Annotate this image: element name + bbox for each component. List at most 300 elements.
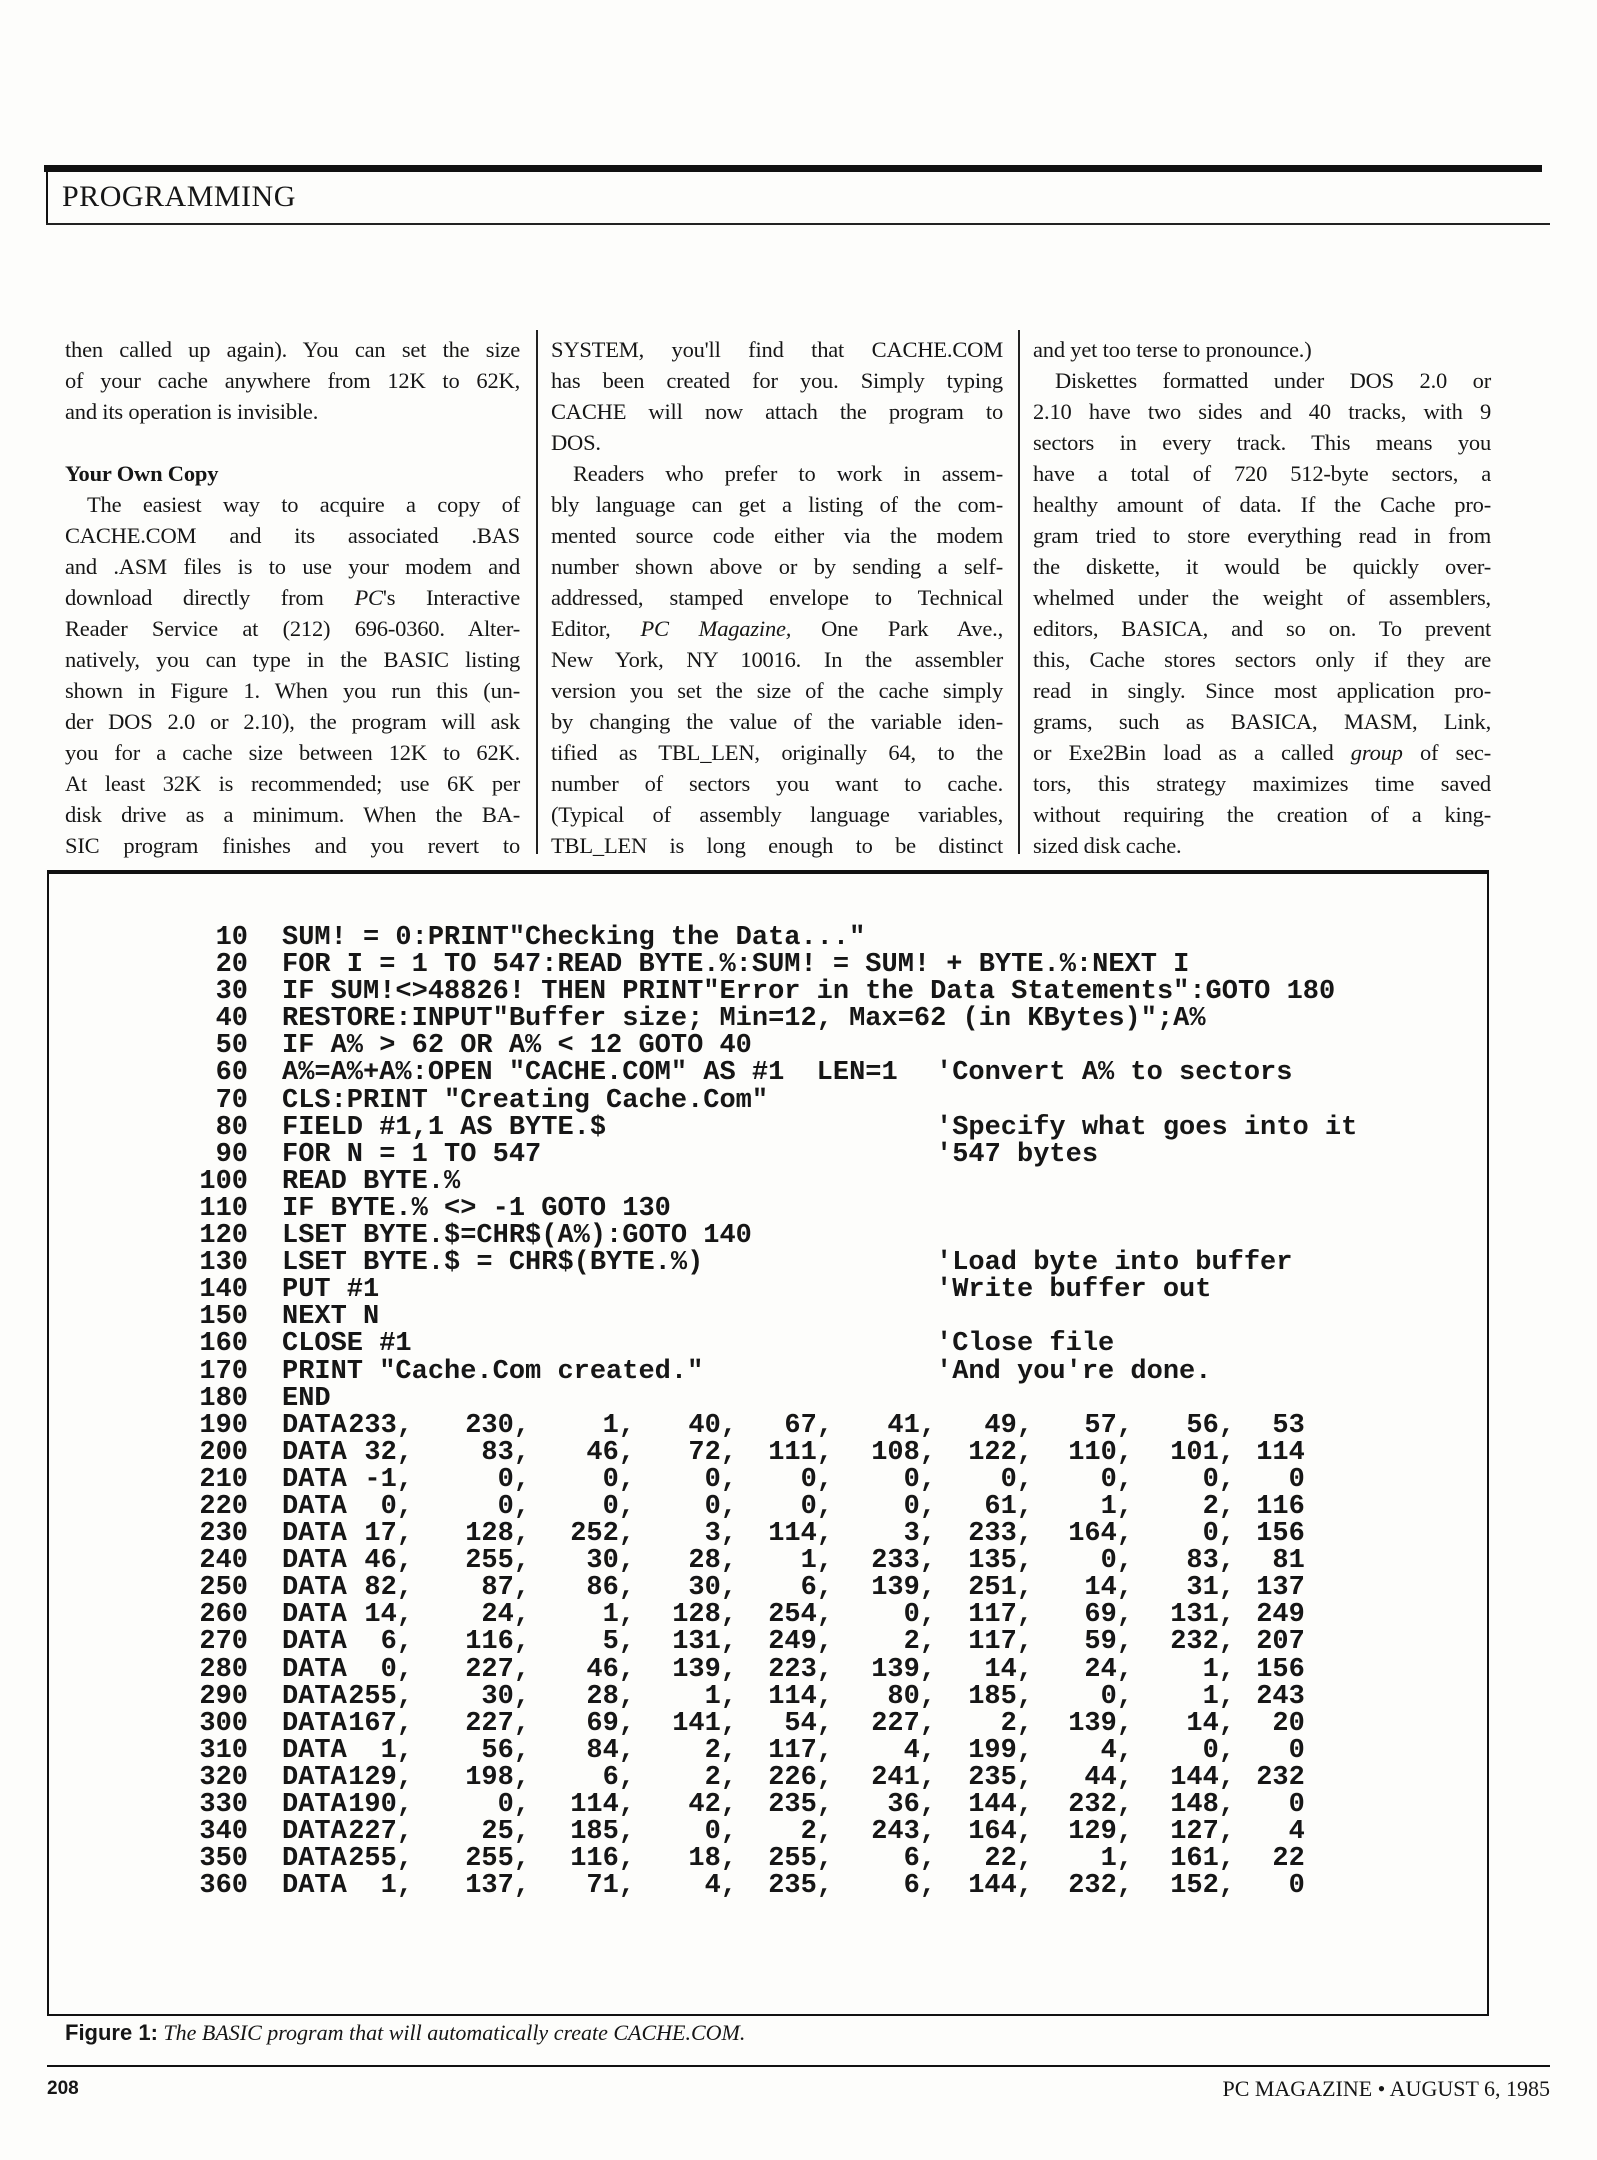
data-value: 17, bbox=[364, 1519, 413, 1550]
data-value: 6, bbox=[903, 1871, 936, 1902]
data-value: 56, bbox=[481, 1735, 530, 1766]
data-value: 61, bbox=[984, 1491, 1033, 1522]
data-value: 56, bbox=[1186, 1410, 1235, 1441]
code-line bbox=[0, 1006, 1597, 1033]
line-number: 230 bbox=[199, 1519, 248, 1550]
data-value: 114, bbox=[768, 1681, 833, 1712]
data-value: 255, bbox=[348, 1844, 413, 1875]
text-line: Diskettes formatted under DOS 2.0 or bbox=[1055, 368, 1491, 393]
data-keyword: DATA bbox=[282, 1546, 347, 1577]
code-statement: A%=A%+A%:OPEN "CACHE.COM" AS #1 LEN=1 bbox=[282, 1058, 898, 1089]
text-line: mented source code either via the modem bbox=[551, 523, 1003, 548]
data-keyword: DATA bbox=[282, 1519, 347, 1550]
data-value: 0, bbox=[800, 1491, 833, 1522]
data-value: 0, bbox=[1100, 1681, 1133, 1712]
data-value: 144, bbox=[968, 1790, 1033, 1820]
data-value: 235, bbox=[968, 1762, 1033, 1793]
data-value: 6, bbox=[800, 1573, 833, 1604]
data-value: 139, bbox=[871, 1654, 936, 1685]
code-comment: 'Specify what goes into it bbox=[936, 1112, 1358, 1143]
data-value: 251, bbox=[968, 1573, 1033, 1604]
text-line: and its operation is invisible. bbox=[65, 399, 319, 424]
data-keyword: DATA bbox=[282, 1871, 347, 1902]
code-line bbox=[0, 1193, 1597, 1224]
data-keyword: DATA bbox=[282, 1410, 347, 1441]
code-comment: 'Write buffer out bbox=[936, 1275, 1212, 1306]
data-value: 156 bbox=[1256, 1519, 1321, 1550]
line-number: 140 bbox=[199, 1275, 248, 1306]
text-line: read in singly. Since most application pro- bbox=[1033, 678, 1491, 703]
text-line: shown in Figure 1. When you run this (un- bbox=[65, 678, 520, 703]
data-value: 22, bbox=[984, 1844, 1033, 1875]
data-value: 14, bbox=[364, 1600, 413, 1631]
code-line bbox=[0, 1223, 1597, 1250]
code-statement: CLS:PRINT "Creating Cache.Com" bbox=[282, 1085, 769, 1116]
code-line bbox=[0, 1277, 1597, 1304]
line-number: 80 bbox=[215, 1112, 248, 1143]
data-value: 232, bbox=[1068, 1790, 1133, 1820]
data-value: 252, bbox=[570, 1519, 635, 1550]
text-segment: One Park Ave., bbox=[791, 616, 1003, 641]
article-column-3 bbox=[1033, 334, 1491, 861]
data-keyword: DATA bbox=[282, 1790, 347, 1820]
article-column-2 bbox=[551, 334, 1003, 861]
code-statement: READ BYTE.% bbox=[282, 1166, 461, 1197]
data-line bbox=[0, 1521, 1597, 1548]
data-value: 108, bbox=[871, 1437, 936, 1468]
line-number: 300 bbox=[199, 1708, 248, 1739]
text-line: Readers who prefer to work in assem- bbox=[573, 461, 1003, 486]
data-keyword: DATA bbox=[282, 1844, 347, 1875]
data-value: 144, bbox=[968, 1871, 1033, 1902]
code-comment: 'Close file bbox=[936, 1329, 1115, 1360]
data-value: 30, bbox=[481, 1681, 530, 1712]
line-number: 290 bbox=[199, 1681, 248, 1712]
data-line bbox=[0, 1735, 1597, 1766]
line-number: 50 bbox=[215, 1031, 248, 1062]
text-line: number of sectors you want to cache. bbox=[551, 771, 1003, 796]
data-value: 14, bbox=[1186, 1708, 1235, 1739]
data-keyword: DATA bbox=[282, 1437, 347, 1468]
data-value: 114, bbox=[768, 1519, 833, 1550]
data-value: 198, bbox=[465, 1762, 530, 1793]
line-number: 210 bbox=[199, 1464, 248, 1495]
page-number: 208 bbox=[47, 2078, 79, 2099]
code-statement: SUM! = 0:PRINT"Checking the Data..." bbox=[282, 923, 866, 953]
data-value: 243, bbox=[871, 1817, 936, 1848]
line-number: 350 bbox=[199, 1844, 248, 1875]
text-line: Reader Service at (212) 696-0360. Alter- bbox=[65, 616, 520, 641]
data-value: 83, bbox=[1186, 1546, 1235, 1577]
line-number: 260 bbox=[199, 1600, 248, 1631]
text-segment: or Exe2Bin load as a called bbox=[1033, 740, 1351, 765]
data-value: 81 bbox=[1272, 1546, 1321, 1577]
line-number: 180 bbox=[199, 1383, 248, 1414]
data-value: 114 bbox=[1256, 1437, 1321, 1468]
code-statement: LSET BYTE.$ = CHR$(BYTE.%) bbox=[282, 1248, 704, 1279]
text-line: version you set the size of the cache simply bbox=[551, 678, 1003, 703]
data-value: 4, bbox=[1100, 1735, 1133, 1766]
data-value: 185, bbox=[968, 1681, 1033, 1712]
data-value: 86, bbox=[586, 1573, 635, 1604]
data-value: 226, bbox=[768, 1762, 833, 1793]
data-value: 2, bbox=[1000, 1708, 1033, 1739]
data-value: 46, bbox=[364, 1546, 413, 1577]
code-statement: CLOSE #1 bbox=[282, 1329, 412, 1360]
code-statement: FIELD #1,1 AS BYTE.$ bbox=[282, 1112, 607, 1143]
data-value: 30, bbox=[688, 1573, 737, 1604]
code-statement: LSET BYTE.$=CHR$(A%):GOTO 140 bbox=[282, 1221, 752, 1252]
data-value: 31, bbox=[1186, 1573, 1235, 1604]
text-line: healthy amount of data. If the Cache pro- bbox=[1033, 492, 1491, 517]
data-keyword: DATA bbox=[282, 1464, 347, 1495]
data-keyword: DATA bbox=[282, 1491, 347, 1522]
line-number: 360 bbox=[199, 1871, 248, 1902]
subheading: Your Own Copy bbox=[65, 461, 219, 486]
data-keyword: DATA bbox=[282, 1762, 347, 1793]
data-value: 129, bbox=[1068, 1817, 1133, 1848]
data-value: 0, bbox=[1100, 1464, 1133, 1495]
text-line bbox=[65, 427, 520, 458]
data-value: 2, bbox=[704, 1735, 737, 1766]
text-segment: of sec- bbox=[1402, 740, 1491, 765]
line-number: 10 bbox=[215, 923, 248, 953]
data-value: 101, bbox=[1170, 1437, 1235, 1468]
data-value: 254, bbox=[768, 1600, 833, 1631]
line-number: 170 bbox=[199, 1356, 248, 1387]
text-line: bly language can get a listing of the com- bbox=[551, 492, 1003, 517]
text-line: then called up again). You can set the size bbox=[65, 337, 520, 362]
text-line: number shown above or by sending a self- bbox=[551, 554, 1003, 579]
data-value: 6, bbox=[903, 1844, 936, 1875]
text-line: sectors in every track. This means you bbox=[1033, 430, 1491, 455]
data-value: 84, bbox=[586, 1735, 635, 1766]
data-value: 44, bbox=[1084, 1762, 1133, 1793]
data-value: 59, bbox=[1084, 1627, 1133, 1658]
italic-text: PC bbox=[354, 585, 383, 610]
data-value: 6, bbox=[380, 1627, 413, 1658]
data-value: 2, bbox=[1202, 1491, 1235, 1522]
data-value: 144, bbox=[1170, 1762, 1235, 1793]
data-value: 1, bbox=[1202, 1654, 1235, 1685]
data-value: 40, bbox=[688, 1410, 737, 1441]
data-value: 46, bbox=[586, 1437, 635, 1468]
data-line bbox=[0, 1602, 1597, 1629]
code-comment: 'Load byte into buffer bbox=[936, 1248, 1293, 1279]
code-statement: FOR N = 1 TO 547 bbox=[282, 1139, 542, 1170]
data-value: 6, bbox=[602, 1762, 635, 1793]
data-line bbox=[0, 1464, 1597, 1495]
text-line bbox=[65, 582, 520, 613]
data-value: 2, bbox=[704, 1762, 737, 1793]
caption-text: The BASIC program that will automatically create CACHE.COM. bbox=[157, 2020, 746, 2045]
data-value: 255, bbox=[768, 1844, 833, 1875]
data-keyword: DATA bbox=[282, 1573, 347, 1604]
data-keyword: DATA bbox=[282, 1600, 347, 1631]
data-value: 129, bbox=[348, 1762, 413, 1793]
data-value: 0, bbox=[497, 1464, 530, 1495]
italic-text: PC Magazine, bbox=[640, 616, 792, 641]
text-line: grams, such as BASICA, MASM, Link, bbox=[1033, 709, 1491, 734]
text-line: SIC program finishes and you revert to bbox=[65, 833, 520, 858]
data-value: 243 bbox=[1256, 1681, 1321, 1712]
data-value: 164, bbox=[968, 1817, 1033, 1848]
data-value: 82, bbox=[364, 1573, 413, 1604]
line-number: 240 bbox=[199, 1546, 248, 1577]
code-line bbox=[0, 1356, 1597, 1387]
code-line bbox=[0, 1033, 1597, 1060]
header-border bbox=[46, 170, 48, 224]
text-line: DOS. bbox=[551, 430, 601, 455]
data-value: -1, bbox=[364, 1464, 413, 1495]
text-line: 2.10 have two sides and 40 tracks, with 9 bbox=[1033, 399, 1491, 424]
data-value: 128, bbox=[672, 1600, 737, 1631]
text-line: and yet too terse to pronounce.) bbox=[1033, 337, 1312, 362]
code-line bbox=[0, 925, 1597, 952]
data-value: 0, bbox=[800, 1464, 833, 1495]
column-divider bbox=[536, 330, 538, 854]
data-value: 0, bbox=[497, 1491, 530, 1522]
data-value: 190, bbox=[348, 1790, 413, 1820]
data-line bbox=[0, 1575, 1597, 1602]
data-value: 139, bbox=[1068, 1708, 1133, 1739]
data-line bbox=[0, 1819, 1597, 1846]
data-line bbox=[0, 1792, 1597, 1819]
line-number: 340 bbox=[199, 1817, 248, 1848]
data-value: 24, bbox=[481, 1600, 530, 1631]
data-value: 83, bbox=[481, 1437, 530, 1468]
data-value: 128, bbox=[465, 1519, 530, 1550]
code-line bbox=[0, 1331, 1597, 1358]
text-line: tified as TBL_LEN, originally 64, to the bbox=[551, 740, 1003, 765]
data-value: 0, bbox=[704, 1464, 737, 1495]
data-line bbox=[0, 1762, 1597, 1793]
data-value: 0, bbox=[704, 1817, 737, 1848]
line-number: 220 bbox=[199, 1491, 248, 1522]
data-value: 117, bbox=[968, 1627, 1033, 1658]
data-value: 0, bbox=[903, 1491, 936, 1522]
data-value: 127, bbox=[1170, 1817, 1235, 1848]
data-value: 1, bbox=[1100, 1491, 1133, 1522]
text-line: At least 32K is recommended; use 6K per bbox=[65, 771, 520, 796]
data-value: 0, bbox=[903, 1464, 936, 1495]
data-line bbox=[0, 1629, 1597, 1656]
text-line: CACHE will now attach the program to bbox=[551, 399, 1003, 424]
code-comment: 'And you're done. bbox=[936, 1356, 1212, 1387]
data-value: 1, bbox=[704, 1681, 737, 1712]
data-keyword: DATA bbox=[282, 1735, 347, 1766]
code-comment: '547 bytes bbox=[936, 1139, 1099, 1170]
footer-rule bbox=[47, 2065, 1550, 2067]
code-statement: NEXT N bbox=[282, 1302, 380, 1333]
code-line bbox=[0, 1250, 1597, 1277]
text-line bbox=[1033, 737, 1491, 768]
data-value: 223, bbox=[768, 1654, 833, 1685]
data-line bbox=[0, 1410, 1597, 1441]
code-statement: IF SUM!<>48826! THEN PRINT"Error in the Data Statements":GOTO 180 bbox=[282, 977, 1336, 1008]
data-value: 49, bbox=[984, 1410, 1033, 1441]
data-value: 72, bbox=[688, 1437, 737, 1468]
line-number: 120 bbox=[199, 1221, 248, 1252]
data-value: 207 bbox=[1256, 1627, 1321, 1658]
data-value: 3, bbox=[903, 1519, 936, 1550]
line-number: 190 bbox=[199, 1410, 248, 1441]
text-line: der DOS 2.0 or 2.10), the program will ask bbox=[65, 709, 520, 734]
data-value: 0 bbox=[1288, 1735, 1321, 1766]
code-line bbox=[0, 979, 1597, 1006]
header-rule bbox=[46, 223, 1550, 225]
code-line bbox=[0, 1085, 1597, 1116]
data-keyword: DATA bbox=[282, 1681, 347, 1712]
text-line: addressed, stamped envelope to Technical bbox=[551, 585, 1003, 610]
data-value: 71, bbox=[586, 1871, 635, 1902]
article-column-1 bbox=[65, 334, 520, 861]
data-value: 0, bbox=[704, 1491, 737, 1522]
column-divider bbox=[1018, 330, 1020, 854]
data-value: 235, bbox=[768, 1790, 833, 1820]
section-title: PROGRAMMING bbox=[62, 180, 296, 213]
text-line: the diskette, it would be quickly over- bbox=[1033, 554, 1491, 579]
data-value: 139, bbox=[871, 1573, 936, 1604]
top-rule bbox=[44, 165, 1542, 172]
data-value: 255, bbox=[465, 1546, 530, 1577]
data-value: 235, bbox=[768, 1871, 833, 1902]
data-value: 0 bbox=[1288, 1871, 1321, 1902]
data-value: 0, bbox=[497, 1790, 530, 1820]
data-value: 2, bbox=[903, 1627, 936, 1658]
code-statement: IF BYTE.% <> -1 GOTO 130 bbox=[282, 1193, 671, 1224]
code-statement: RESTORE:INPUT"Buffer size; Min=12, Max=62 (in KBytes)";A% bbox=[282, 1004, 1206, 1035]
basic-listing bbox=[0, 925, 1597, 1900]
data-value: 20 bbox=[1272, 1708, 1321, 1739]
text-segment: Editor, bbox=[551, 616, 641, 641]
data-value: 1, bbox=[1202, 1681, 1235, 1712]
text-line: this, Cache stores sectors only if they are bbox=[1033, 647, 1491, 672]
data-value: 28, bbox=[688, 1546, 737, 1577]
data-value: 54, bbox=[784, 1708, 833, 1739]
code-line bbox=[0, 1139, 1597, 1170]
data-value: 232, bbox=[1068, 1871, 1133, 1902]
data-value: 185, bbox=[570, 1817, 635, 1848]
text-line: without requiring the creation of a king- bbox=[1033, 802, 1491, 827]
text-line: have a total of 720 512-byte sectors, a bbox=[1033, 461, 1491, 486]
data-value: 0, bbox=[1202, 1735, 1235, 1766]
text-line: you for a cache size between 12K to 62K. bbox=[65, 740, 520, 765]
data-value: 227, bbox=[465, 1708, 530, 1739]
data-value: 41, bbox=[887, 1410, 936, 1441]
code-statement: FOR I = 1 TO 547:READ BYTE.%:SUM! = SUM! + BYTE.%:NEXT I bbox=[282, 950, 1190, 981]
data-value: 0 bbox=[1288, 1790, 1321, 1820]
data-value: 46, bbox=[586, 1654, 635, 1685]
line-number: 270 bbox=[199, 1627, 248, 1658]
data-value: 4, bbox=[903, 1735, 936, 1766]
data-value: 80, bbox=[887, 1681, 936, 1712]
data-value: 156 bbox=[1256, 1654, 1321, 1685]
text-line: (Typical of assembly language variables, bbox=[551, 802, 1003, 827]
data-value: 14, bbox=[1084, 1573, 1133, 1604]
line-number: 100 bbox=[199, 1166, 248, 1197]
data-line bbox=[0, 1846, 1597, 1873]
text-line bbox=[551, 613, 1003, 644]
data-value: 255, bbox=[465, 1844, 530, 1875]
data-value: 232 bbox=[1256, 1762, 1321, 1793]
data-value: 135, bbox=[968, 1546, 1033, 1577]
data-value: 1, bbox=[380, 1735, 413, 1766]
text-line: tors, this strategy maximizes time saved bbox=[1033, 771, 1491, 796]
data-value: 0, bbox=[380, 1654, 413, 1685]
data-line bbox=[0, 1437, 1597, 1468]
data-line bbox=[0, 1548, 1597, 1575]
data-value: 241, bbox=[871, 1762, 936, 1793]
code-comment: 'Convert A% to sectors bbox=[936, 1058, 1293, 1089]
data-value: 0, bbox=[1202, 1519, 1235, 1550]
data-value: 30, bbox=[586, 1546, 635, 1577]
data-value: 53 bbox=[1272, 1410, 1321, 1441]
data-value: 230, bbox=[465, 1410, 530, 1441]
text-line: New York, NY 10016. In the assembler bbox=[551, 647, 1003, 672]
data-value: 42, bbox=[688, 1790, 737, 1820]
data-value: 227, bbox=[871, 1708, 936, 1739]
data-value: 116, bbox=[570, 1844, 635, 1875]
line-number: 110 bbox=[199, 1193, 248, 1224]
data-value: 1, bbox=[602, 1410, 635, 1441]
data-value: 1, bbox=[800, 1546, 833, 1577]
data-line bbox=[0, 1708, 1597, 1739]
text-line: natively, you can type in the BASIC listing bbox=[65, 647, 520, 672]
text-segment: 's Interactive bbox=[382, 585, 521, 610]
data-value: 1, bbox=[380, 1871, 413, 1902]
data-value: 0, bbox=[602, 1491, 635, 1522]
text-line: editors, BASICA, and so on. To prevent bbox=[1033, 616, 1491, 641]
data-value: 233, bbox=[348, 1410, 413, 1441]
line-number: 330 bbox=[199, 1790, 248, 1820]
data-value: 233, bbox=[968, 1519, 1033, 1550]
line-number: 60 bbox=[215, 1058, 248, 1089]
data-value: 0, bbox=[602, 1464, 635, 1495]
code-statement: END bbox=[282, 1383, 331, 1414]
data-value: 116, bbox=[465, 1627, 530, 1658]
line-number: 70 bbox=[215, 1085, 248, 1116]
data-value: 255, bbox=[348, 1681, 413, 1712]
data-value: 199, bbox=[968, 1735, 1033, 1766]
text-line: whelmed under the weight of assemblers, bbox=[1033, 585, 1491, 610]
italic-text: group bbox=[1350, 740, 1403, 765]
data-value: 1, bbox=[602, 1600, 635, 1631]
data-value: 0, bbox=[903, 1600, 936, 1631]
data-keyword: DATA bbox=[282, 1817, 347, 1848]
data-value: 232, bbox=[1170, 1627, 1235, 1658]
text-line: sized disk cache. bbox=[1033, 833, 1182, 858]
data-value: 24, bbox=[1084, 1654, 1133, 1685]
data-value: 111, bbox=[768, 1437, 833, 1468]
code-statement: PUT #1 bbox=[282, 1275, 380, 1306]
data-value: 3, bbox=[704, 1519, 737, 1550]
data-value: 139, bbox=[672, 1654, 737, 1685]
line-number: 160 bbox=[199, 1329, 248, 1360]
data-value: 131, bbox=[1170, 1600, 1235, 1631]
data-value: 0, bbox=[1202, 1464, 1235, 1495]
data-value: 233, bbox=[871, 1546, 936, 1577]
data-value: 141, bbox=[672, 1708, 737, 1739]
text-line: disk drive as a minimum. When the BA- bbox=[65, 802, 520, 827]
code-statement: PRINT "Cache.Com created." bbox=[282, 1356, 704, 1387]
data-value: 32, bbox=[364, 1437, 413, 1468]
data-value: 28, bbox=[586, 1681, 635, 1712]
text-segment: download directly from bbox=[65, 585, 355, 610]
code-line bbox=[0, 1383, 1597, 1414]
data-value: 14, bbox=[984, 1654, 1033, 1685]
line-number: 90 bbox=[215, 1139, 248, 1170]
